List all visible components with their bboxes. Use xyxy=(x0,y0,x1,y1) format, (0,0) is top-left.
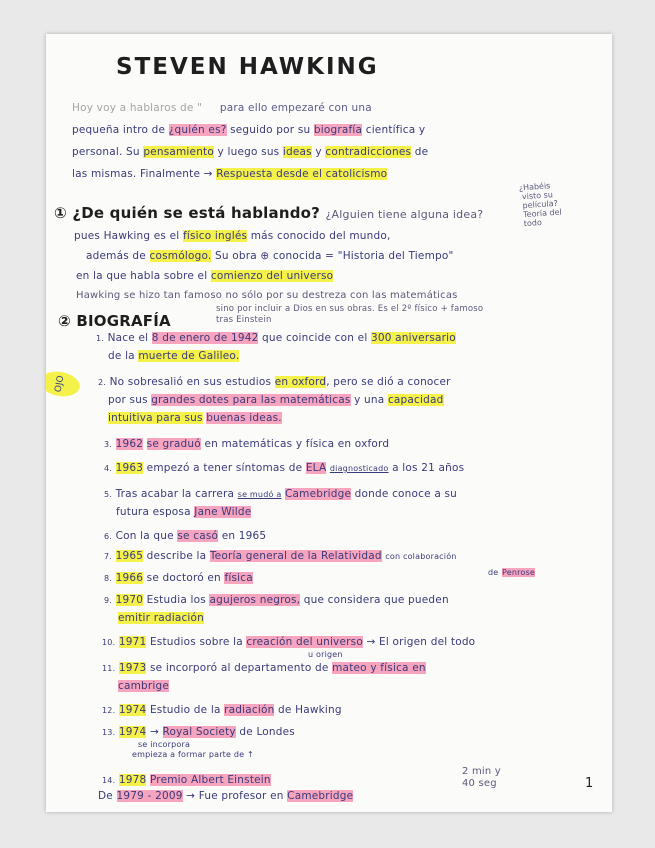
bio-text: Nace el xyxy=(107,332,149,344)
bio-highlight: se casó xyxy=(177,530,219,542)
bio-text: que coincide con el xyxy=(262,332,368,344)
bio-text: por sus xyxy=(108,394,148,406)
bio-highlight: Camebridge xyxy=(284,488,352,500)
s1-highlight: comienzo del universo xyxy=(210,270,334,282)
intro-text: para ello empezaré con una xyxy=(216,102,372,114)
page-number: 1 xyxy=(585,776,594,791)
bio-item-cont xyxy=(116,506,251,518)
arrow-icon: → xyxy=(149,726,159,738)
item-number: 4. xyxy=(104,464,113,473)
bio-highlight: 1974 xyxy=(118,726,147,738)
bio-text: que considera que pueden xyxy=(303,594,449,606)
bio-highlight: ELA xyxy=(305,462,327,474)
section-1-question: ¿Alguien tiene alguna idea? xyxy=(325,208,484,221)
s1-text: además de xyxy=(86,250,146,262)
bio-highlight: cambrige xyxy=(118,680,170,692)
arrow-icon: → xyxy=(203,168,213,180)
bio-item xyxy=(104,438,389,450)
bio-highlight: 300 aniversario xyxy=(370,332,456,344)
bio-highlight: 1973 xyxy=(118,662,147,674)
side-note: ¿Habéis visto su película? Teoría del todo xyxy=(518,181,562,229)
item-number: 9. xyxy=(104,596,113,605)
section-1-line-1 xyxy=(74,230,391,242)
intro-text: pequeña intro de xyxy=(72,124,166,136)
bio-item xyxy=(104,488,457,500)
bio-item xyxy=(98,790,353,802)
bio-text: de la xyxy=(108,350,135,362)
intro-text: de xyxy=(414,146,429,158)
bio-item-cont xyxy=(118,612,204,624)
intro-line-2 xyxy=(72,124,425,136)
section-1-line-4: Hawking se hizo tan famoso no sólo por su destreza con las matemáticas xyxy=(76,290,458,301)
intro-text: científica y xyxy=(365,124,426,136)
item-number: 12. xyxy=(102,706,116,715)
bio-item xyxy=(102,636,475,648)
item-number: 11. xyxy=(102,664,116,673)
bio-highlight: 1978 xyxy=(118,774,147,786)
bio-text: de Hawking xyxy=(278,704,342,716)
bio-note: se incorpora xyxy=(138,740,191,749)
bio-text: → Fue profesor en xyxy=(186,790,284,802)
bio-text: Estudio de la xyxy=(149,704,221,716)
item-number: 6. xyxy=(104,532,113,541)
item-number: 13. xyxy=(102,728,116,737)
s1-highlight: físico inglés xyxy=(182,230,248,242)
section-1-line-2 xyxy=(86,250,454,262)
intro-line-4 xyxy=(72,168,387,180)
bio-highlight: buenas ideas. xyxy=(206,412,282,424)
intro-text: personal. xyxy=(72,146,123,158)
bio-highlight: agujeros negros, xyxy=(209,594,301,606)
page-title: STEVEN HAWKING xyxy=(116,54,379,80)
s1-text: pues Hawking es el xyxy=(74,230,180,242)
item-number: 7. xyxy=(104,552,113,561)
s1-text: Su obra ⊕ conocida = "Historia del Tiempo" xyxy=(214,250,454,262)
intro-highlight: ideas xyxy=(282,146,312,158)
bio-highlight: Penrose xyxy=(501,568,535,577)
bio-text: en matemáticas y física en oxford xyxy=(204,438,390,450)
bio-item xyxy=(104,462,464,474)
notebook-page xyxy=(46,34,612,812)
bio-text: empezó a tener síntomas de xyxy=(146,462,303,474)
bio-highlight: intuitiva para sus xyxy=(108,412,203,424)
s1-text: en la que habla sobre el xyxy=(76,270,208,282)
bio-note: diagnosticado xyxy=(329,464,389,473)
bio-item xyxy=(104,550,457,562)
bio-text: describe la xyxy=(146,550,207,562)
s1-text: más conocido del mundo, xyxy=(250,230,391,242)
bio-highlight: 1974 xyxy=(118,704,147,716)
bio-item-cont xyxy=(108,412,282,424)
bio-note: empieza a formar parte de ↑ xyxy=(132,750,254,759)
bio-text: → El origen del todo xyxy=(366,636,476,648)
bio-highlight: 1971 xyxy=(118,636,147,648)
bio-text: donde conoce a su xyxy=(354,488,458,500)
bio-highlight: mateo y física en xyxy=(332,662,426,674)
section-1-line-6: tras Einstein xyxy=(216,315,272,325)
intro-highlight: Respuesta desde el catolicismo xyxy=(216,168,388,180)
bio-note: se mudó a xyxy=(237,490,282,499)
section-1-line-3 xyxy=(76,270,333,282)
intro-highlight: pensamiento xyxy=(143,146,214,158)
bio-highlight: Camebridge xyxy=(287,790,354,802)
bio-text: Con la que xyxy=(115,530,174,542)
section-2-heading: ② BIOGRAFÍA xyxy=(58,312,171,330)
bio-text: De xyxy=(98,790,113,802)
intro-text: Hoy voy a hablaros de " xyxy=(72,102,203,114)
bio-highlight: 1963 xyxy=(115,462,144,474)
bio-text: No sobresalió en sus estudios xyxy=(109,376,272,388)
bio-text: Estudios sobre la xyxy=(149,636,243,648)
bio-item xyxy=(102,662,426,674)
bio-highlight: grandes dotes para las matemáticas xyxy=(151,394,351,406)
intro-text: las mismas. xyxy=(72,168,137,180)
bio-item xyxy=(96,332,456,344)
intro-text: seguido por su xyxy=(230,124,311,136)
section-1-line-5: sino por incluir a Dios en sus obras. Es el 2º físico + famoso xyxy=(216,304,484,314)
intro-text: Su xyxy=(126,146,140,158)
bio-text: se incorporó al departamento de xyxy=(149,662,329,674)
bio-highlight: se graduó xyxy=(146,438,201,450)
intro-text: y luego sus xyxy=(217,146,280,158)
section-1-title: ① ¿De quién se está hablando? xyxy=(54,204,321,222)
bio-text: con colaboración xyxy=(385,552,457,561)
intro-line-1 xyxy=(72,102,372,114)
bio-item xyxy=(104,594,449,606)
bio-note: u origen xyxy=(308,650,343,659)
ojo-marker: OJO xyxy=(46,369,82,400)
bio-highlight: radiación xyxy=(224,704,275,716)
bio-item xyxy=(104,530,266,542)
bio-highlight: creación del universo xyxy=(246,636,363,648)
intro-text: y xyxy=(315,146,322,158)
bio-item-cont xyxy=(118,680,169,692)
bio-highlight: muerte de Galileo. xyxy=(138,350,240,362)
bio-highlight: capacidad xyxy=(387,394,444,406)
bio-highlight: 1979 - 2009 xyxy=(116,790,183,802)
bio-text: Estudia los xyxy=(146,594,206,606)
bio-highlight: Teoría general de la Relatividad xyxy=(209,550,382,562)
timer-note: 2 min y 40 seg xyxy=(462,766,501,789)
bio-highlight: Premio Albert Einstein xyxy=(149,774,271,786)
bio-highlight: 1965 xyxy=(115,550,144,562)
intro-highlight: biografía xyxy=(313,124,363,136)
bio-text: de Londes xyxy=(239,726,295,738)
item-number: 1. xyxy=(96,334,105,343)
intro-text: Finalmente xyxy=(140,168,201,180)
bio-text: Tras acabar la carrera xyxy=(115,488,235,500)
bio-highlight: 1966 xyxy=(115,572,144,584)
bio-item-cont xyxy=(488,566,535,578)
bio-text: futura esposa xyxy=(116,506,191,518)
intro-highlight: ¿quién es? xyxy=(168,124,227,136)
bio-highlight: 1970 xyxy=(115,594,144,606)
item-number: 5. xyxy=(104,490,113,499)
bio-item xyxy=(102,704,342,716)
bio-text: de xyxy=(488,568,499,577)
bio-highlight: Royal Society xyxy=(162,726,236,738)
bio-item xyxy=(104,572,253,584)
bio-highlight: física xyxy=(224,572,253,584)
bio-item-cont xyxy=(108,394,444,406)
bio-text: a los 21 años xyxy=(392,462,465,474)
item-number: 10. xyxy=(102,638,116,647)
item-number: 14. xyxy=(102,776,116,785)
item-number: 2. xyxy=(98,378,107,387)
bio-item-cont xyxy=(108,350,239,362)
bio-highlight: 1962 xyxy=(115,438,144,450)
s1-highlight: cosmólogo. xyxy=(149,250,212,262)
bio-text: en 1965 xyxy=(221,530,267,542)
bio-highlight: emitir radiación xyxy=(118,612,205,624)
bio-text: , pero se dió a conocer xyxy=(326,376,451,388)
bio-item xyxy=(98,376,451,388)
bio-highlight: 8 de enero de 1942 xyxy=(151,332,259,344)
section-1-heading xyxy=(54,204,483,222)
item-number: 8. xyxy=(104,574,113,583)
bio-item xyxy=(102,774,271,786)
item-number: 3. xyxy=(104,440,113,449)
intro-line-3 xyxy=(72,146,428,158)
bio-text: y una xyxy=(354,394,385,406)
bio-highlight: Jane Wilde xyxy=(194,506,252,518)
bio-item xyxy=(102,726,295,738)
intro-highlight: contradicciones xyxy=(325,146,412,158)
bio-text: se doctoró en xyxy=(146,572,221,584)
bio-highlight: en oxford xyxy=(274,376,327,388)
